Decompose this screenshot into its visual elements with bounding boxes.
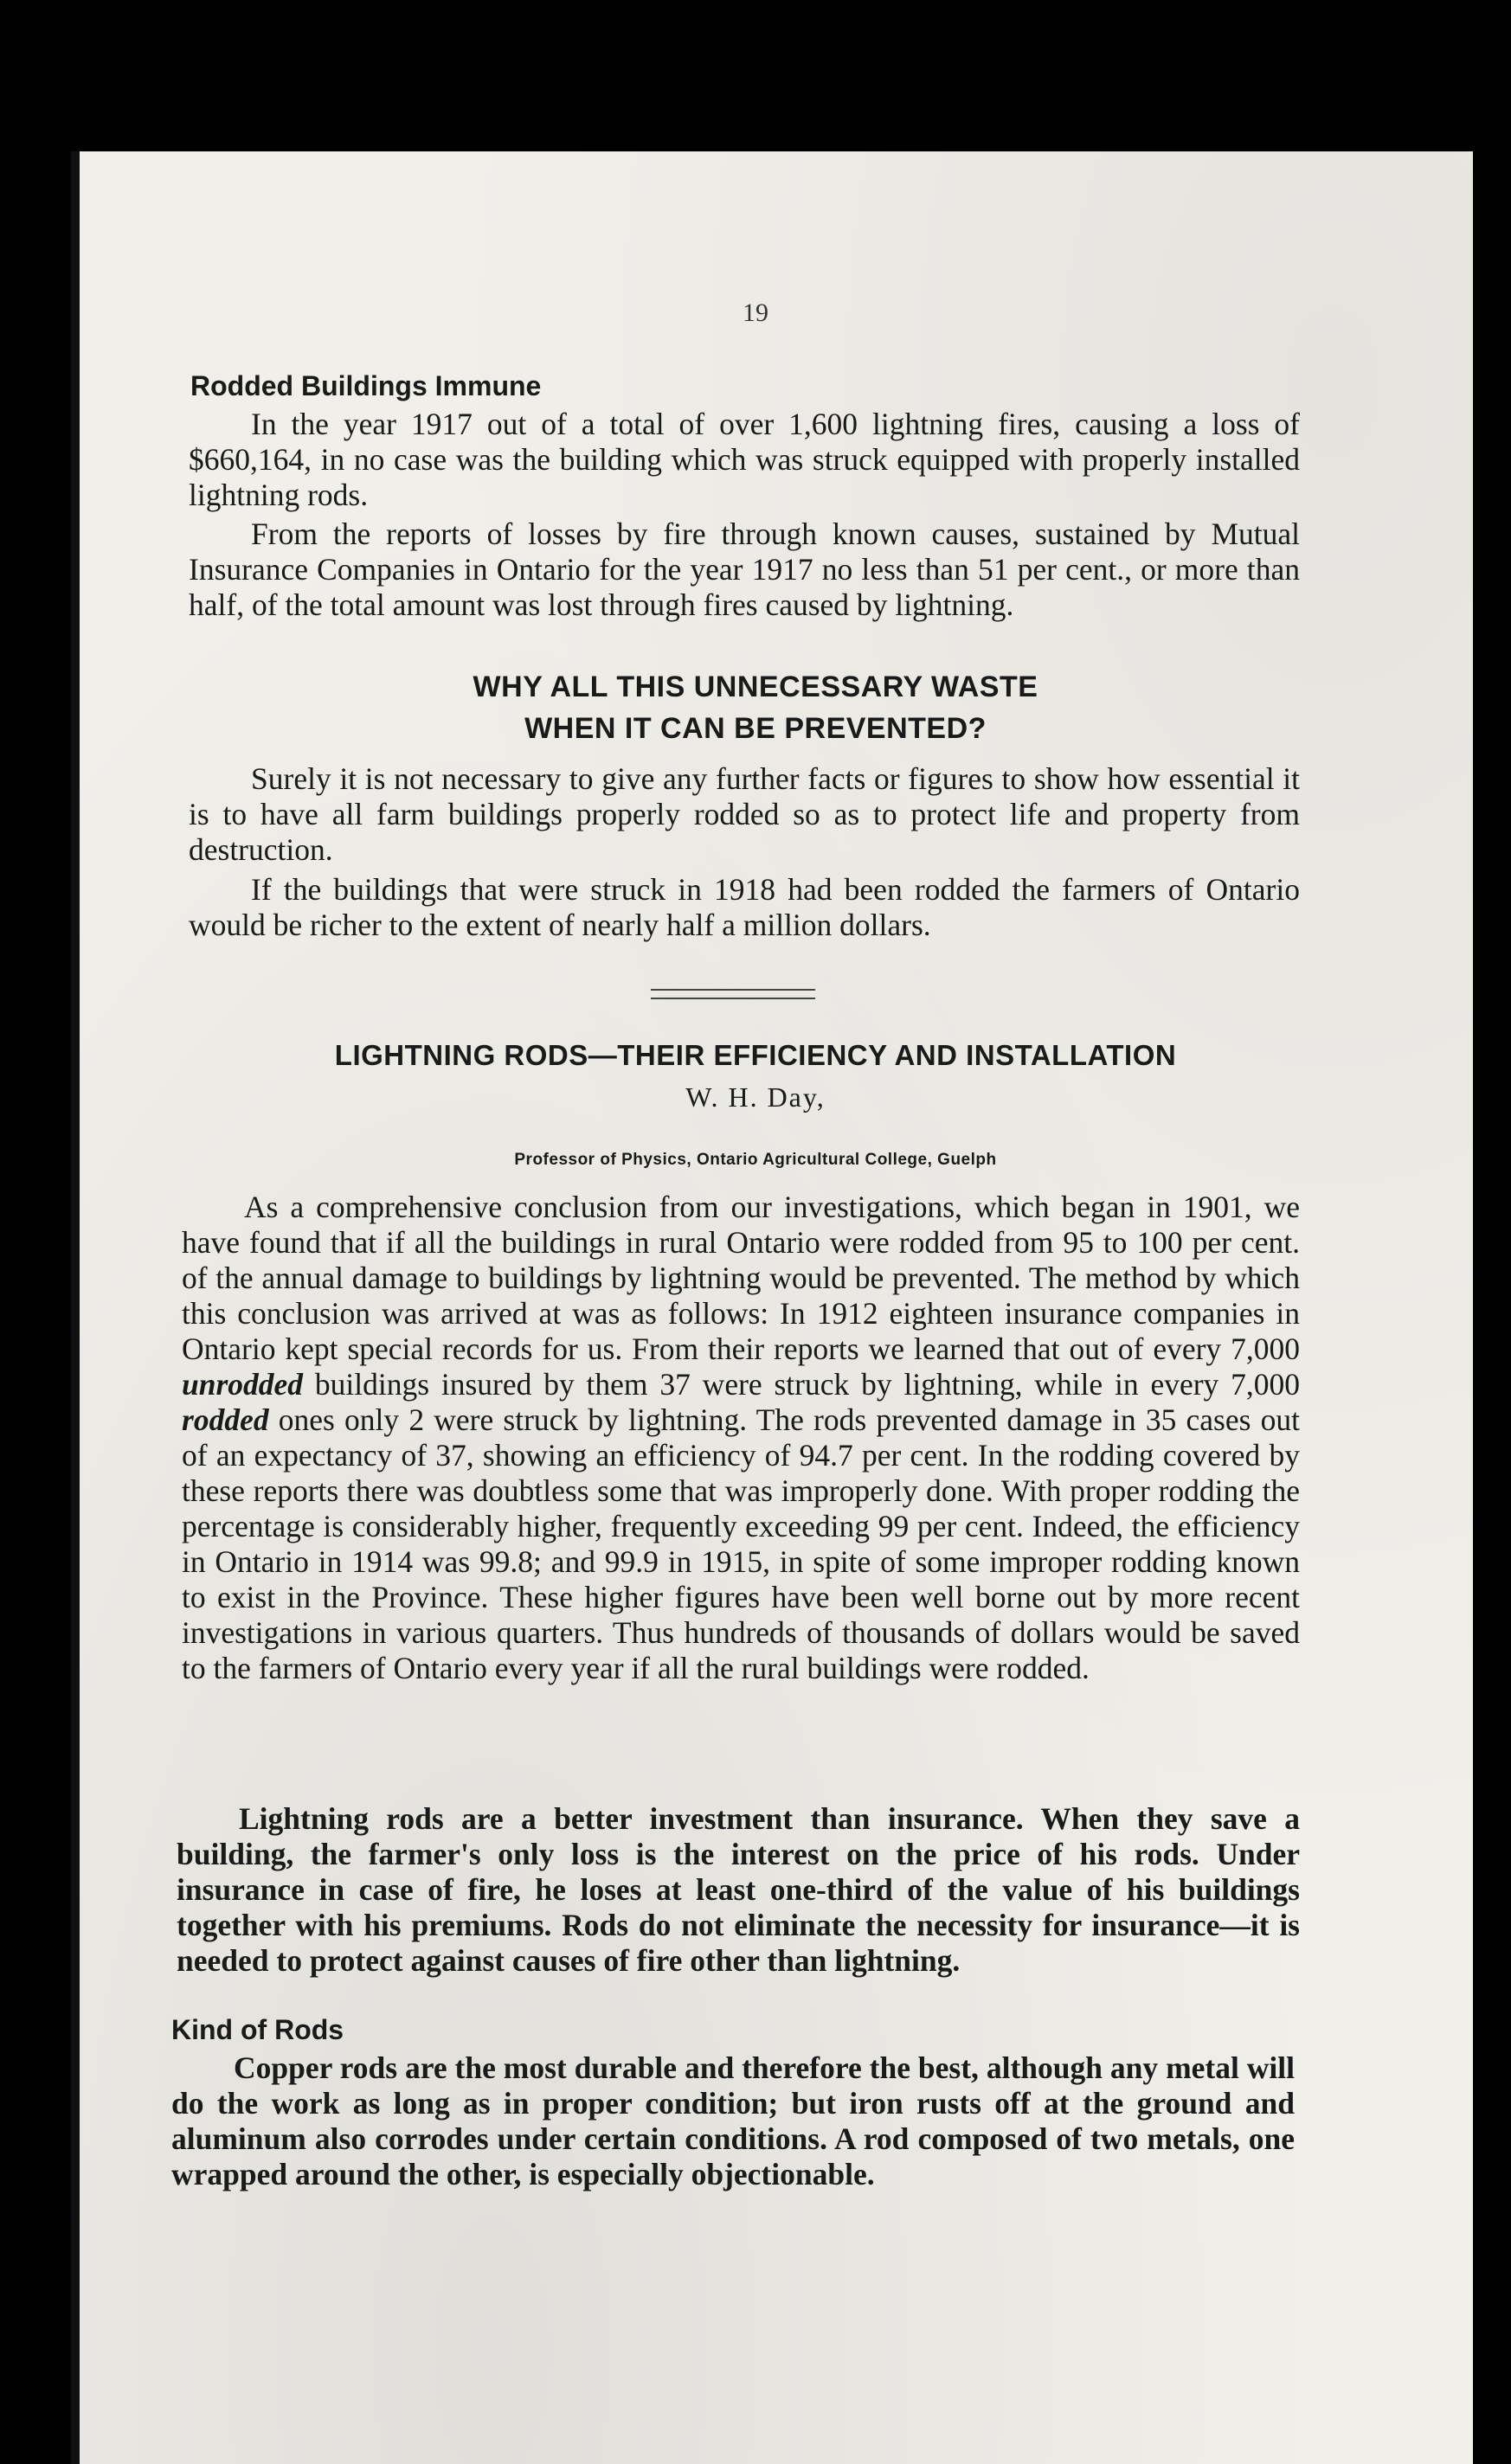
paragraph-waste-1: Surely it is not necessary to give any further facts or figures to show how essential it is to have all farm buildings properly rodded so as to protect life and property from destruction. xyxy=(189,761,1300,867)
emphasis-unrodded: unrodded xyxy=(182,1367,304,1402)
paragraph-article-1-part-a: As a comprehensive conclusion from our investigations, which began in 1901, we have found that if all the buildings in rural Ontario were rodded from 95 to 100 per cent. of the annual damage to buildings by lightning would be prevented. The method by which this conclusion was arrived at was as follows: In 1912 eighteen insurance companies in Ontario kept special records for us. From their reports we learned that out of every 7,000 xyxy=(182,1190,1300,1366)
waste-title-line-2: WHEN IT CAN BE PREVENTED? xyxy=(524,712,987,745)
paragraph-article-1-part-b: buildings insured by them 37 were struck by lightning, while in every 7,000 xyxy=(303,1367,1300,1402)
paragraph-rodded-2: From the reports of losses by fire through known causes, sustained by Mutual Insurance Companies in Ontario for the year 1917 no less than 51 per cent., or more than half, of the total amount was lost through fires caused by lightning. xyxy=(189,517,1300,622)
waste-title xyxy=(0,666,1511,749)
article-title: LIGHTNING RODS—THEIR EFFICIENCY AND INSTALLATION xyxy=(334,1039,1177,1071)
section-divider-top xyxy=(651,989,815,991)
paragraph-article-1-part-c: ones only 2 were struck by lightning. The rods prevented damage in 35 cases out of an expectancy of 37, showing an efficiency of 94.7 per cent. In the rodding covered by these reports there was doubtless some that was improperly done. With proper rodding the percentage is considerably higher, frequently exceeding 99 per cent. Indeed, the efficiency in Ontario in 1914 was 99.8; and 99.9 in 1915, in spite of some improper rodding known to exist in the Province. These higher figures have been well borne out by more recent investigations in various quarters. Thus hundreds of thousands of dollars would be saved to the farmers of Ontario every year if all the rural buildings were rodded. xyxy=(182,1402,1300,1685)
page-number: 19 xyxy=(743,298,768,327)
page-binding-edge xyxy=(71,151,80,2464)
paragraph-rodded-1: In the year 1917 out of a total of over 1,600 lightning fires, causing a loss of $660,164, in no case was the building which was struck equipped with properly installed lightning rods. xyxy=(189,407,1300,512)
emphasis-rodded: rodded xyxy=(182,1402,269,1437)
paragraph-article-1 xyxy=(182,1190,1300,1686)
waste-title-line-1: WHY ALL THIS UNNECESSARY WASTE xyxy=(473,671,1038,703)
article-author: W. H. Day, xyxy=(685,1081,826,1113)
page-right-border xyxy=(1473,151,1511,2464)
paragraph-waste-2: If the buildings that were struck in 1918 had been rodded the farmers of Ontario would be richer to the extent of nearly half a million dollars. xyxy=(189,872,1300,942)
section-divider-bottom xyxy=(651,998,815,999)
heading-kind-of-rods: Kind of Rods xyxy=(171,2014,344,2045)
article-affiliation: Professor of Physics, Ontario Agricultural College, Guelph xyxy=(514,1151,997,1169)
heading-rodded-buildings: Rodded Buildings Immune xyxy=(190,370,542,401)
paragraph-article-2: Lightning rods are a better investment than insurance. When they save a building, the farmer's only loss is the interest on the price of his rods. Under insurance in case of fire, he loses at least one-third of the value of his buildings together with his premiums. Rods do not eliminate the necessity for insurance—it is needed to protect against causes of fire other than lightning. xyxy=(177,1801,1300,1978)
paragraph-kind-1: Copper rods are the most durable and therefore the best, although any metal will do the work as long as in proper condition; but iron rusts off at the ground and aluminum also corrodes under certain conditions. A rod composed of two metals, one wrapped around the other, is especially objectionable. xyxy=(171,2050,1295,2191)
